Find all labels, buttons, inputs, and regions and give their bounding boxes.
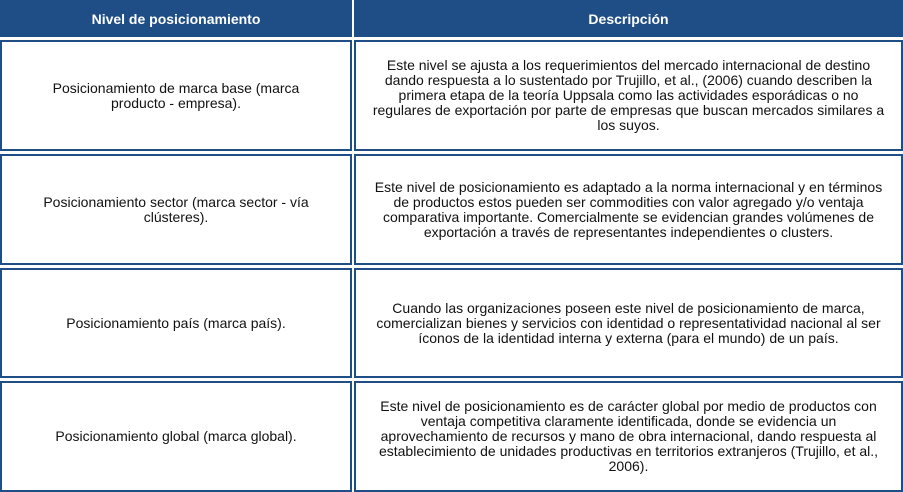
header-description: Descripción <box>354 0 903 37</box>
row-4-level: Posicionamiento global (marca global). <box>0 381 352 492</box>
row-3-level: Posicionamiento país (marca país). <box>0 268 352 378</box>
row-3-description: Cuando las organizaciones poseen este nivel de posicionamiento de marca, comercializan bienes y servicios con identidad o representatividad nacional al ser íconos de la identidad interna y externa (para el mundo) de un país. <box>354 268 903 378</box>
row-1-level: Posicionamiento de marca base (marca producto - empresa). <box>0 40 352 151</box>
row-4-description: Este nivel de posicionamiento es de carácter global por medio de productos con ventaja competitiva claramente identificada, donde se evidencia un aprovechamiento de recursos y mano de obra internacional, dando respuesta al establecimiento de unidades productivas en territorios extranjeros (Trujillo, et al., 2006). <box>354 381 903 492</box>
row-2-description: Este nivel de posicionamiento es adaptado a la norma internacional y en términos de productos estos pueden ser commodities con valor agregado y/o ventaja comparativa importante. Comercialmente se evidencian grandes volúmenes de exportación a través de representantes independientes o clusters. <box>354 154 903 265</box>
header-level: Nivel de posicionamiento <box>0 0 352 37</box>
row-1-description: Este nivel se ajusta a los requerimientos del mercado internacional de destino dando respuesta a lo sustentado por Trujillo, et al., (2006) cuando describen la primera etapa de la teoría Uppsala como las actividades esporádicas o no regulares de exportación por parte de empresas que buscan mercados similares a los suyos. <box>354 40 903 151</box>
row-2-level: Posicionamiento sector (marca sector - vía clústeres). <box>0 154 352 265</box>
